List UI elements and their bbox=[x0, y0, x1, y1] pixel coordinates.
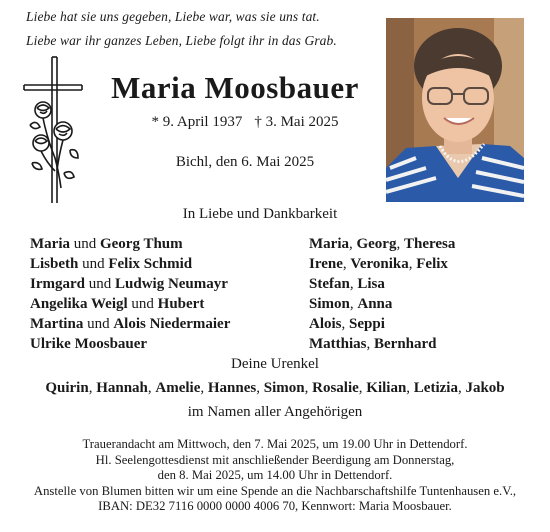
death-date: 3. Mai 2025 bbox=[265, 114, 339, 130]
cross-with-roses-icon bbox=[20, 55, 88, 205]
great-grandchild-name: Hannes bbox=[207, 380, 257, 396]
family-right-line-3: Stefan, Lisa bbox=[309, 276, 385, 292]
relatives-line: im Namen aller Angehörigen bbox=[187, 404, 363, 420]
place-date: Bichl, den 6. Mai 2025 bbox=[175, 154, 315, 170]
family-right-line-5: Alois, Seppi bbox=[309, 316, 385, 332]
family-right-line-2: Irene, Veronika, Felix bbox=[309, 256, 448, 272]
family-right-line-1: Maria, Georg, Theresa bbox=[309, 236, 456, 252]
info-line-4: Anstelle von Blumen bitten wir um eine Spende an die Nachbarschaftshilfe Tuntenhausen e.V., bbox=[33, 483, 517, 498]
family-line-6: Ulrike Moosbauer bbox=[30, 336, 148, 352]
great-grandchild-name: Hannah bbox=[96, 380, 148, 396]
verse-line-2: Liebe war ihr ganzes Leben, Liebe folgt ihr in das Grab. bbox=[26, 33, 337, 48]
verse-line-1: Liebe hat sie uns gegeben, Liebe war, was sie uns tat. bbox=[26, 9, 320, 24]
life-dates bbox=[100, 114, 390, 131]
great-grandchild-name: Rosalie bbox=[312, 380, 359, 396]
great-grandchild-name: Jakob bbox=[465, 380, 505, 396]
family-list-left bbox=[30, 234, 230, 354]
great-grandchild-name: Kilian bbox=[366, 380, 407, 396]
family-right-line-4: Simon, Anna bbox=[309, 296, 393, 312]
family-right-line-6: Matthias, Bernhard bbox=[309, 336, 437, 352]
service-information bbox=[0, 437, 550, 515]
great-grandchildren-names: Quirin, Hannah, Amelie, Hannes, Simon, Rosalie, Kilian, Letizia, Jakob bbox=[45, 380, 505, 396]
info-line-5: IBAN: DE32 7116 0000 0000 4006 70, Kennwort: Maria Moosbauer. bbox=[98, 499, 452, 514]
great-grandchild-name: Amelie bbox=[155, 380, 201, 396]
death-symbol: † bbox=[254, 114, 262, 130]
gratitude-line: In Liebe und Dankbarkeit bbox=[182, 206, 338, 222]
family-line-3: Irmgard und Ludwig Neumayr bbox=[30, 276, 228, 292]
deceased-name: Maria Moosbauer bbox=[111, 70, 359, 105]
info-line-3: den 8. Mai 2025, um 14.00 Uhr in Dettendorf. bbox=[157, 468, 393, 483]
info-line-2: Hl. Seelengottesdienst mit anschließender Beerdigung am Donnerstag, bbox=[95, 452, 455, 467]
family-line-4: Angelika Weigl und Hubert bbox=[30, 296, 205, 312]
great-grandchildren-label: Deine Urenkel bbox=[231, 356, 319, 372]
family-list-right bbox=[309, 234, 455, 354]
great-grandchild-name: Simon bbox=[263, 380, 305, 396]
family-line-1: Maria und Georg Thum bbox=[30, 236, 183, 252]
info-line-1: Trauerandacht am Mittwoch, den 7. Mai 2025, um 19.00 Uhr in Dettendorf. bbox=[82, 437, 468, 451]
great-grandchild-name: Letizia bbox=[413, 380, 458, 396]
family-line-5: Martina und Alois Niedermaier bbox=[30, 316, 231, 332]
birth-date: 9. April 1937 bbox=[162, 114, 243, 130]
born-symbol: * bbox=[151, 114, 159, 130]
great-grandchild-name: Quirin bbox=[45, 380, 89, 396]
family-line-2: Lisbeth und Felix Schmid bbox=[30, 256, 193, 272]
portrait-photo bbox=[386, 18, 524, 202]
